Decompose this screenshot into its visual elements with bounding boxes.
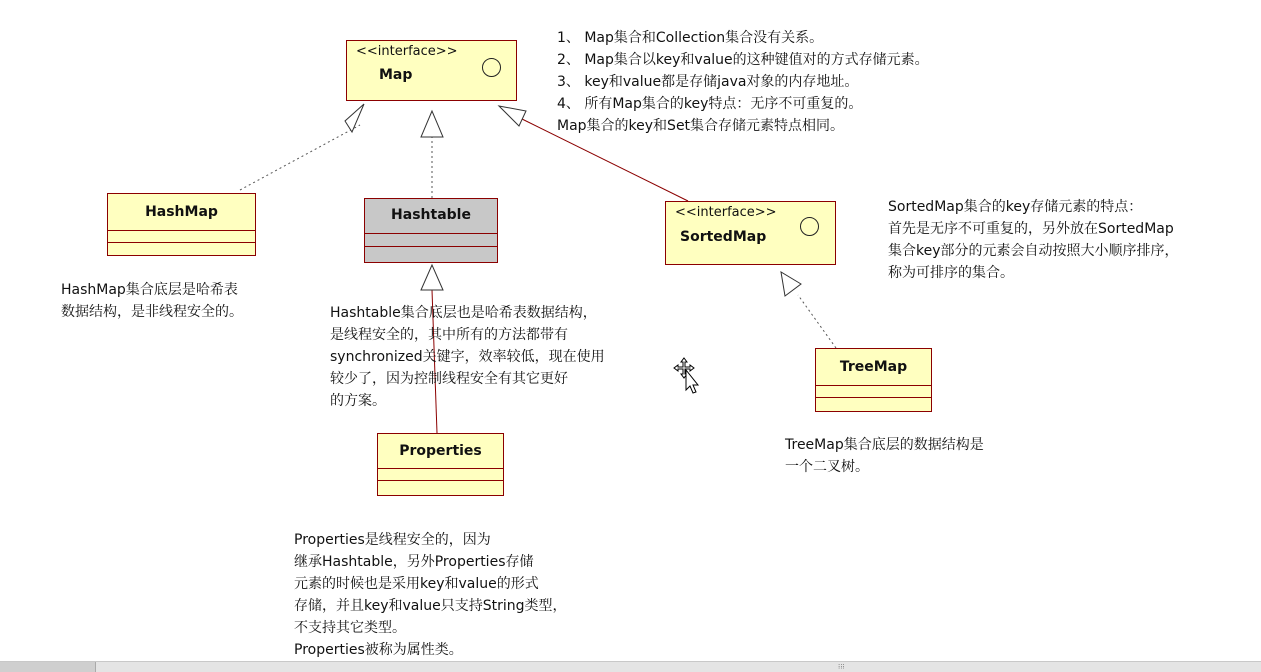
map-stereotype: <<interface>>	[356, 44, 458, 59]
class-properties[interactable]	[377, 433, 504, 496]
realization-hashmap-map	[240, 125, 360, 190]
arrowhead-sortedmap-map	[499, 106, 526, 126]
note-treemap	[785, 434, 984, 478]
arrowhead-treemap-sortedmap	[781, 272, 801, 296]
note-line: 是线程安全的，其中所有的方法都带有	[330, 327, 568, 343]
note-line: 4、 所有Map集合的key特点：无序不可重复的。	[557, 96, 863, 112]
properties-attributes-divider	[378, 468, 503, 469]
note-line: 较少了，因为控制线程安全有其它更好	[330, 371, 568, 387]
class-hashtable[interactable]	[364, 198, 498, 263]
sortedmap-stereotype: <<interface>>	[675, 205, 777, 220]
properties-name: Properties	[399, 443, 482, 459]
hashmap-attributes-divider	[108, 230, 255, 231]
note-line: 继承Hashtable，另外Properties存储	[294, 554, 534, 570]
note-hashtable	[330, 302, 605, 412]
note-line: 一个二叉树。	[785, 459, 869, 475]
note-line: Properties被称为属性类。	[294, 642, 463, 658]
note-line: 3、 key和value都是存储java对象的内存地址。	[557, 74, 859, 90]
note-line: 首先是无序不可重复的，另外放在SortedMap	[888, 221, 1174, 237]
class-hashmap[interactable]	[107, 193, 256, 256]
note-map	[557, 27, 929, 137]
sortedmap-name: SortedMap	[680, 229, 767, 245]
note-line: Properties是线程安全的，因为	[294, 532, 491, 548]
bottom-scrollbar[interactable]	[0, 661, 1261, 672]
hashtable-name: Hashtable	[391, 207, 471, 223]
note-line: 数据结构，是非线程安全的。	[61, 304, 243, 320]
note-line: Hashtable集合底层也是哈希表数据结构，	[330, 305, 597, 321]
note-line: TreeMap集合底层的数据结构是	[785, 437, 984, 453]
move-cursor-icon	[672, 356, 700, 396]
note-sortedmap	[888, 196, 1179, 284]
hashmap-name: HashMap	[145, 204, 218, 220]
hashtable-attributes-divider	[365, 233, 497, 234]
class-sortedmap[interactable]	[665, 201, 836, 265]
class-map[interactable]	[346, 40, 517, 101]
note-line: HashMap集合底层是哈希表	[61, 282, 238, 298]
map-name: Map	[379, 67, 413, 83]
note-line: Map集合的key和Set集合存储元素特点相同。	[557, 118, 845, 134]
note-line: SortedMap集合的key存储元素的特点：	[888, 199, 1143, 215]
note-line: 1、 Map集合和Collection集合没有关系。	[557, 30, 824, 46]
treemap-operations-divider	[816, 397, 931, 398]
note-line: 的方案。	[330, 393, 386, 409]
note-line: 称为可排序的集合。	[888, 265, 1014, 281]
arrowhead-properties-hashtable	[421, 265, 443, 290]
interface-circle-icon	[800, 217, 819, 236]
note-line: 不支持其它类型。	[294, 620, 406, 636]
treemap-name: TreeMap	[839, 359, 908, 375]
treemap-attributes-divider	[816, 385, 931, 386]
scroll-grip-icon[interactable]: ⁝⁝⁝	[838, 663, 845, 671]
note-properties	[294, 529, 567, 661]
interface-circle-icon	[482, 58, 501, 77]
note-line: 元素的时候也是采用key和value的形式	[294, 576, 539, 592]
note-line: 2、 Map集合以key和value的这种键值对的方式存储元素。	[557, 52, 929, 68]
arrowhead-hashtable-map	[421, 111, 443, 137]
note-line: 集合key部分的元素会自动按照大小顺序排序，	[888, 243, 1179, 259]
hashmap-operations-divider	[108, 242, 255, 243]
note-hashmap	[61, 279, 243, 323]
class-treemap[interactable]	[815, 348, 932, 412]
realization-treemap-sortedmap	[798, 295, 836, 348]
properties-operations-divider	[378, 480, 503, 481]
hashtable-operations-divider	[365, 246, 497, 247]
note-line: 存储，并且key和value只支持String类型，	[294, 598, 567, 614]
note-line: synchronized关键字，效率较低，现在使用	[330, 349, 605, 365]
